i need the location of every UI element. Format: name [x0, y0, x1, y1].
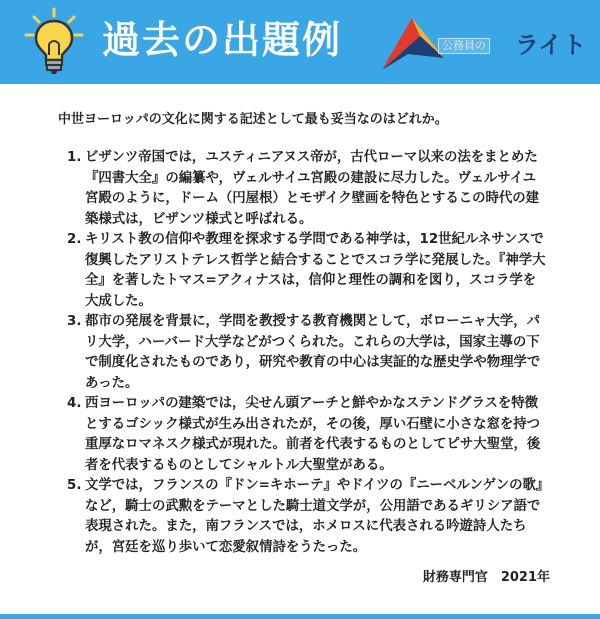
- choice-list: [67, 148, 547, 558]
- question-prompt: 中世ヨーロッパの文化に関する記述として最も妥当なのはどれか。: [58, 112, 448, 127]
- choice-text: 文学では，フランスの『ドン=キホーテ』やドイツの『ニーベルンゲンの歌』など，騎士の武勲をテーマとした騎士道文学が，公用語であるギリシア語で表現された。また，南フランスでは，ホメロスに代表される吟遊詩人たちが，宮廷を巡り歩いて恋愛叙情詩をうたった。: [85, 478, 543, 555]
- logo-big-text: ライト: [515, 31, 587, 59]
- choice-number: 5.: [67, 478, 82, 493]
- footer-divider: [0, 614, 600, 619]
- choice-item: [67, 312, 547, 394]
- choice-item: [67, 148, 547, 230]
- choice-text: キリスト教の信仰や教理を探求する学問である神学は，12世紀ルネサンスで復興したアリストテレス哲学と結合することでスコラ学に発展した。『神学大全』を著したトマス=アクィナスは，信仰と理性の調和を図り，スコラ学を大成した。: [85, 232, 546, 309]
- choice-item: [67, 230, 547, 312]
- lightbulb-icon: [22, 6, 86, 76]
- choice-item: [67, 394, 547, 476]
- header-banner: [0, 0, 600, 84]
- choice-item: [67, 476, 547, 558]
- logo-small-text: 公務員の: [438, 38, 490, 54]
- choice-number: 2.: [67, 232, 82, 247]
- choice-number: 3.: [67, 314, 82, 329]
- brand-logo: [378, 14, 588, 74]
- exam-source: 財務専門官 2021年: [422, 570, 550, 585]
- choice-text: 都市の発展を背景に，学問を教授する教育機関として，ボローニャ大学，パリ大学，ハーバード大学などがつくられた。これらの大学は，国家主導の下で制度化されたものであり，研究や教育の中心は実証的な歴史学や物理学であった。: [85, 314, 541, 391]
- choice-number: 4.: [67, 396, 82, 411]
- choice-text: 西ヨーロッパの建築では，尖せん頭アーチと鮮やかなステンドグラスを特徴とするゴシック様式が生み出されたが，その後，厚い石壁に小さな窓を持つ重厚なロマネスク様式が現れた。前者を代表するものとしてピサ大聖堂，後者を代表するものとしてシャルトル大聖堂がある。: [85, 396, 541, 473]
- choice-text: ビザンツ帝国では，ユスティニアヌス帝が，古代ローマ以来の法をまとめた『四書大全』の編纂や，ヴェルサイユ宮殿の建設に尽力した。ヴェルサイユ宮殿のように，ドーム（円屋根）とモザイク壁画を特色とするこの時代の建築様式は，ビザンツ様式と呼ばれる。: [85, 150, 540, 227]
- choice-number: 1.: [67, 150, 82, 165]
- question-panel: [0, 84, 600, 614]
- page-title: 過去の出題例: [102, 18, 343, 62]
